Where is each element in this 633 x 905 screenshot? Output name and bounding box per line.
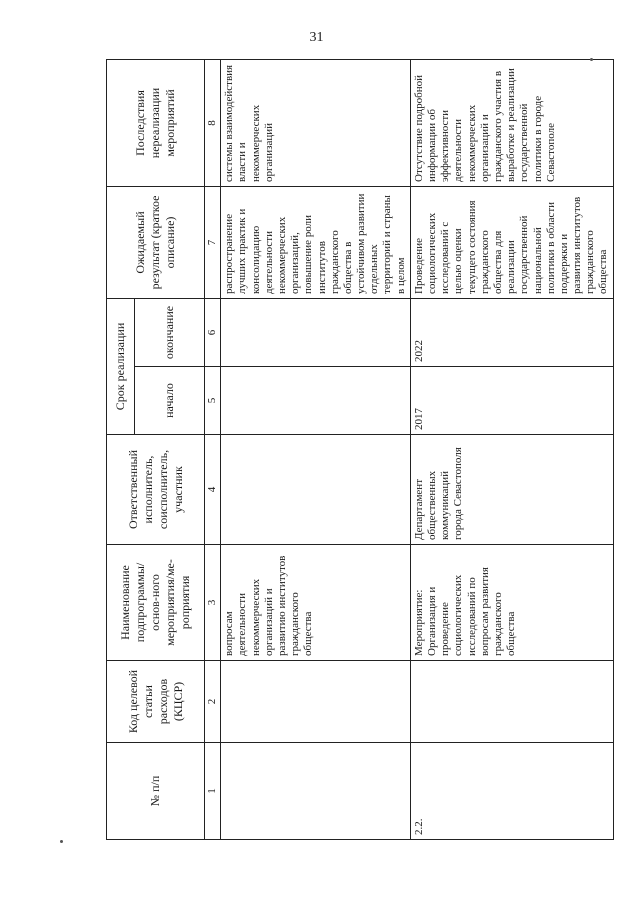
col-number: 4 [205, 435, 221, 545]
header-executor: Ответственный исполнитель, соисполнитель, участник [107, 435, 205, 545]
col-number: 6 [205, 298, 221, 366]
col-number: 7 [205, 186, 221, 298]
header-num: № п/п [107, 743, 205, 840]
column-number-row [205, 59, 221, 839]
header-end: окончание [135, 298, 205, 366]
row-num [221, 743, 411, 840]
row-result: Проведение социологических исследований с целью оценки текущего состояния гражданского общества для реализации государственной национальной политики в области поддержки и развития институтов гражданского общества [410, 186, 613, 298]
row-executor: Департамент общественных коммуникаций города Севастополя [410, 435, 613, 545]
row-end [221, 298, 411, 366]
scan-speck [590, 58, 593, 61]
col-number: 3 [205, 545, 221, 661]
row-name: Мероприятие: Организация и проведение социологических исследований по вопросам развития гражданского общества [410, 545, 613, 661]
row-name: вопросам деятельности некоммерческих организаций и развитию институтов гражданского общества [221, 545, 411, 661]
col-number: 2 [205, 661, 221, 743]
header-code: Код целевой статьи расходов (КЦСР) [107, 661, 205, 743]
scan-speck [60, 840, 63, 843]
header-row-1 [107, 59, 135, 839]
table-row [221, 59, 411, 839]
row-end: 2022 [410, 298, 613, 366]
row-num: 2.2. [410, 743, 613, 840]
row-code [221, 661, 411, 743]
col-number: 8 [205, 59, 221, 186]
rotated-table-wrapper [106, 60, 610, 840]
row-code [410, 661, 613, 743]
header-result: Ожидаемый результат (краткое описание) [107, 186, 205, 298]
row-executor [221, 435, 411, 545]
col-number: 1 [205, 743, 221, 840]
page-number: 31 [309, 30, 324, 45]
row-consequence: Отсутствие подробной информации об эффективности деятельности некоммерческих организаций и гражданского участия в выработке и реализации государственной политики в городе Севастополе [410, 59, 613, 186]
row-start [221, 367, 411, 435]
header-start: начало [135, 367, 205, 435]
table-row [410, 59, 613, 839]
header-period: Срок реализации [107, 298, 135, 434]
program-table [106, 59, 614, 840]
row-result: распространение лучших практик и консолидацию деятельности некоммерческих организаций, повышение роли институтов гражданского общества в устойчивом развитии отдельных территорий и страны в целом [221, 186, 411, 298]
header-consequence: Последствия нереализации мероприятий [107, 59, 205, 186]
col-number: 5 [205, 367, 221, 435]
row-start: 2017 [410, 367, 613, 435]
row-consequence: системы взаимодействия власти и некоммерческих организаций [221, 59, 411, 186]
header-name: Наименование подпрограммы/основ-ного мероприятия/ме-роприятия [107, 545, 205, 661]
